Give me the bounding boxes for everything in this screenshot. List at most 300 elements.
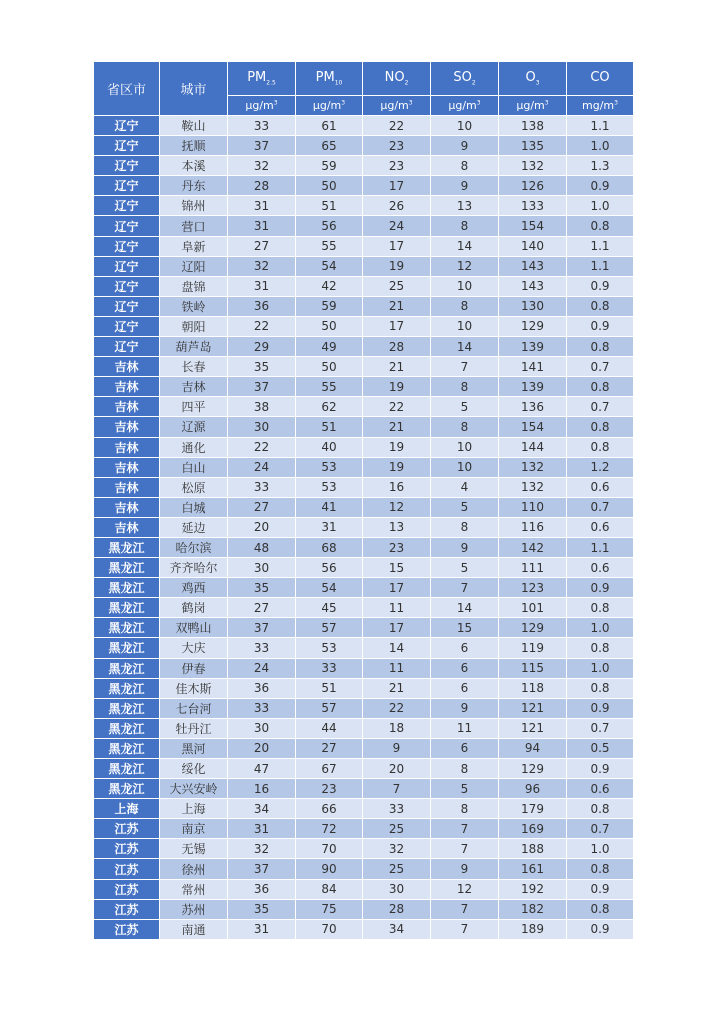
province-cell: 辽宁 — [94, 136, 160, 156]
pm25-cell: 38 — [228, 397, 296, 417]
city-cell: 哈尔滨 — [160, 537, 228, 557]
co-cell: 0.8 — [567, 437, 634, 457]
no2-cell: 34 — [363, 919, 431, 939]
pm10-cell: 53 — [296, 638, 363, 658]
co-cell: 0.9 — [567, 276, 634, 296]
co-cell: 1.1 — [567, 236, 634, 256]
o3-cell: 142 — [499, 537, 567, 557]
so2-cell: 5 — [431, 497, 499, 517]
province-cell: 黑龙江 — [94, 779, 160, 799]
so2-cell: 6 — [431, 738, 499, 758]
pm25-cell: 33 — [228, 477, 296, 497]
o3-cell: 189 — [499, 919, 567, 939]
province-cell: 辽宁 — [94, 236, 160, 256]
city-cell: 上海 — [160, 799, 228, 819]
table-row — [94, 678, 634, 698]
province-cell: 黑龙江 — [94, 558, 160, 578]
no2-cell: 19 — [363, 377, 431, 397]
table-row — [94, 337, 634, 357]
pm25-cell: 47 — [228, 759, 296, 779]
city-cell: 齐齐哈尔 — [160, 558, 228, 578]
pm10-cell: 51 — [296, 417, 363, 437]
city-cell: 绥化 — [160, 759, 228, 779]
table-row — [94, 457, 634, 477]
province-cell: 辽宁 — [94, 276, 160, 296]
city-cell: 阜新 — [160, 236, 228, 256]
pm10-cell: 50 — [296, 316, 363, 336]
city-cell: 黑河 — [160, 738, 228, 758]
so2-cell: 6 — [431, 678, 499, 698]
table-row — [94, 799, 634, 819]
pm10-cell: 53 — [296, 477, 363, 497]
o3-cell: 141 — [499, 357, 567, 377]
table-row — [94, 779, 634, 799]
o3-cell: 130 — [499, 296, 567, 316]
o3-cell: 182 — [499, 899, 567, 919]
so2-cell: 7 — [431, 839, 499, 859]
so2-cell: 4 — [431, 477, 499, 497]
no2-cell: 19 — [363, 437, 431, 457]
o3-cell: 132 — [499, 477, 567, 497]
pm25-cell: 36 — [228, 296, 296, 316]
table-row — [94, 819, 634, 839]
so2-cell: 5 — [431, 558, 499, 578]
table-row — [94, 578, 634, 598]
city-cell: 大兴安岭 — [160, 779, 228, 799]
co-cell: 0.6 — [567, 779, 634, 799]
province-cell: 江苏 — [94, 919, 160, 939]
o3-cell: 132 — [499, 457, 567, 477]
no2-cell: 17 — [363, 176, 431, 196]
province-cell: 辽宁 — [94, 156, 160, 176]
no2-cell: 25 — [363, 276, 431, 296]
province-cell: 黑龙江 — [94, 678, 160, 698]
city-cell: 盘锦 — [160, 276, 228, 296]
pm25-cell: 20 — [228, 517, 296, 537]
o3-cell: 139 — [499, 377, 567, 397]
so2-cell: 12 — [431, 256, 499, 276]
table-row — [94, 176, 634, 196]
no2-cell: 9 — [363, 738, 431, 758]
pm25-cell: 48 — [228, 537, 296, 557]
pm25-cell: 16 — [228, 779, 296, 799]
pm10-cell: 50 — [296, 357, 363, 377]
co-cell: 1.0 — [567, 658, 634, 678]
city-cell: 营口 — [160, 216, 228, 236]
so2-cell: 7 — [431, 919, 499, 939]
pm25-cell: 32 — [228, 256, 296, 276]
no2-cell: 28 — [363, 337, 431, 357]
o3-cell: 154 — [499, 417, 567, 437]
province-column-header: 省区市 — [94, 62, 160, 116]
table-row — [94, 718, 634, 738]
table-row — [94, 859, 634, 879]
air-quality-table — [93, 61, 634, 940]
province-cell: 黑龙江 — [94, 658, 160, 678]
co-cell: 0.9 — [567, 879, 634, 899]
pm10-cell: 51 — [296, 196, 363, 216]
city-cell: 七台河 — [160, 698, 228, 718]
table-row — [94, 658, 634, 678]
province-cell: 吉林 — [94, 397, 160, 417]
pm10-cell: 75 — [296, 899, 363, 919]
province-cell: 辽宁 — [94, 316, 160, 336]
city-cell: 无锡 — [160, 839, 228, 859]
o3-cell: 126 — [499, 176, 567, 196]
co-cell: 1.2 — [567, 457, 634, 477]
city-cell: 白山 — [160, 457, 228, 477]
province-cell: 上海 — [94, 799, 160, 819]
o3-cell: 133 — [499, 196, 567, 216]
city-cell: 大庆 — [160, 638, 228, 658]
co-cell: 1.3 — [567, 156, 634, 176]
o3-cell: 129 — [499, 316, 567, 336]
pm25-cell: 35 — [228, 357, 296, 377]
province-cell: 黑龙江 — [94, 759, 160, 779]
province-cell: 吉林 — [94, 357, 160, 377]
pm25-cell: 31 — [228, 919, 296, 939]
o3-cell: 94 — [499, 738, 567, 758]
co-cell: 0.9 — [567, 698, 634, 718]
pm25-cell: 22 — [228, 316, 296, 336]
pm25-cell: 31 — [228, 819, 296, 839]
so2-cell: 5 — [431, 779, 499, 799]
co-cell: 0.8 — [567, 417, 634, 437]
co-cell: 0.8 — [567, 799, 634, 819]
o3-cell: 179 — [499, 799, 567, 819]
co-cell: 1.0 — [567, 839, 634, 859]
table-row — [94, 738, 634, 758]
table-row — [94, 236, 634, 256]
pm25-cell: 31 — [228, 196, 296, 216]
no2-cell: 23 — [363, 136, 431, 156]
no2-cell: 23 — [363, 156, 431, 176]
so2-cell: 14 — [431, 598, 499, 618]
pm25-cell: 22 — [228, 437, 296, 457]
co-cell: 0.8 — [567, 598, 634, 618]
table-row — [94, 316, 634, 336]
table-row — [94, 156, 634, 176]
pm25-cell: 36 — [228, 678, 296, 698]
pm10-cell: 59 — [296, 296, 363, 316]
city-column-header: 城市 — [160, 62, 228, 116]
province-cell: 江苏 — [94, 879, 160, 899]
o3-cell: 154 — [499, 216, 567, 236]
province-cell: 吉林 — [94, 477, 160, 497]
co-column-header: CO — [567, 62, 634, 96]
province-cell: 黑龙江 — [94, 638, 160, 658]
city-cell: 长春 — [160, 357, 228, 377]
so2-cell: 9 — [431, 537, 499, 557]
o3-cell: 143 — [499, 276, 567, 296]
city-cell: 松原 — [160, 477, 228, 497]
so2-cell: 8 — [431, 377, 499, 397]
province-cell: 辽宁 — [94, 216, 160, 236]
so2-cell: 15 — [431, 618, 499, 638]
no2-cell: 33 — [363, 799, 431, 819]
o3-cell: 116 — [499, 517, 567, 537]
no2-cell: 24 — [363, 216, 431, 236]
city-cell: 抚顺 — [160, 136, 228, 156]
city-cell: 伊春 — [160, 658, 228, 678]
o3-cell: 121 — [499, 698, 567, 718]
so2-cell: 7 — [431, 899, 499, 919]
so2-cell: 8 — [431, 517, 499, 537]
so2-cell: 9 — [431, 698, 499, 718]
so2-cell: 10 — [431, 457, 499, 477]
o3-cell: 111 — [499, 558, 567, 578]
pm10-cell: 84 — [296, 879, 363, 899]
province-cell: 黑龙江 — [94, 698, 160, 718]
co-cell: 0.8 — [567, 377, 634, 397]
table-row — [94, 899, 634, 919]
table-row — [94, 517, 634, 537]
o3-unit: $\mu g/m^3$ — [499, 96, 567, 116]
o3-cell: 115 — [499, 658, 567, 678]
o3-cell: 136 — [499, 397, 567, 417]
o3-cell: 144 — [499, 437, 567, 457]
province-cell: 辽宁 — [94, 196, 160, 216]
pm25-cell: 30 — [228, 417, 296, 437]
no2-cell: 21 — [363, 357, 431, 377]
pm10-cell: 90 — [296, 859, 363, 879]
co-cell: 1.0 — [567, 618, 634, 638]
co-cell: 0.7 — [567, 819, 634, 839]
so2-cell: 8 — [431, 296, 499, 316]
table-row — [94, 196, 634, 216]
o3-cell: 143 — [499, 256, 567, 276]
co-cell: 0.5 — [567, 738, 634, 758]
table-row — [94, 216, 634, 236]
co-cell: 1.0 — [567, 136, 634, 156]
pm10-cell: 56 — [296, 216, 363, 236]
no2-cell: 17 — [363, 236, 431, 256]
table-row — [94, 276, 634, 296]
no2-column-header: $NO_2$ — [363, 62, 431, 96]
co-cell: 0.7 — [567, 718, 634, 738]
no2-cell: 12 — [363, 497, 431, 517]
city-cell: 辽源 — [160, 417, 228, 437]
pm25-cell: 20 — [228, 738, 296, 758]
so2-cell: 14 — [431, 236, 499, 256]
pm10-cell: 53 — [296, 457, 363, 477]
city-cell: 铁岭 — [160, 296, 228, 316]
pm10-cell: 70 — [296, 839, 363, 859]
pm10-cell: 45 — [296, 598, 363, 618]
table-row — [94, 598, 634, 618]
so2-cell: 5 — [431, 397, 499, 417]
province-cell: 江苏 — [94, 899, 160, 919]
pm25-cell: 37 — [228, 136, 296, 156]
table-row — [94, 618, 634, 638]
table-row — [94, 638, 634, 658]
pm10-cell: 54 — [296, 578, 363, 598]
province-cell: 辽宁 — [94, 296, 160, 316]
no2-cell: 14 — [363, 638, 431, 658]
table-header — [94, 62, 634, 116]
no2-cell: 30 — [363, 879, 431, 899]
pm25-cell: 29 — [228, 337, 296, 357]
no2-cell: 7 — [363, 779, 431, 799]
pm10-cell: 59 — [296, 156, 363, 176]
no2-cell: 18 — [363, 718, 431, 738]
province-cell: 吉林 — [94, 457, 160, 477]
co-cell: 0.6 — [567, 517, 634, 537]
no2-cell: 32 — [363, 839, 431, 859]
co-cell: 0.8 — [567, 216, 634, 236]
so2-cell: 9 — [431, 176, 499, 196]
province-cell: 黑龙江 — [94, 578, 160, 598]
no2-cell: 22 — [363, 397, 431, 417]
no2-cell: 19 — [363, 256, 431, 276]
province-cell: 黑龙江 — [94, 537, 160, 557]
so2-cell: 6 — [431, 658, 499, 678]
no2-cell: 22 — [363, 698, 431, 718]
o3-cell: 121 — [499, 718, 567, 738]
table-row — [94, 919, 634, 939]
table-row — [94, 698, 634, 718]
no2-cell: 25 — [363, 819, 431, 839]
so2-cell: 10 — [431, 276, 499, 296]
co-cell: 0.8 — [567, 678, 634, 698]
province-cell: 吉林 — [94, 517, 160, 537]
pm25-cell: 33 — [228, 116, 296, 136]
pm25-cell: 36 — [228, 879, 296, 899]
pm10-cell: 57 — [296, 618, 363, 638]
so2-cell: 6 — [431, 638, 499, 658]
table-row — [94, 537, 634, 557]
no2-cell: 22 — [363, 116, 431, 136]
o3-cell: 132 — [499, 156, 567, 176]
o3-cell: 169 — [499, 819, 567, 839]
city-cell: 常州 — [160, 879, 228, 899]
table-row — [94, 759, 634, 779]
pm10-cell: 57 — [296, 698, 363, 718]
no2-cell: 11 — [363, 658, 431, 678]
o3-cell: 192 — [499, 879, 567, 899]
o3-cell: 101 — [499, 598, 567, 618]
city-cell: 南京 — [160, 819, 228, 839]
pm25-cell: 30 — [228, 558, 296, 578]
city-cell: 鞍山 — [160, 116, 228, 136]
pm25-cell: 24 — [228, 457, 296, 477]
table-row — [94, 497, 634, 517]
table-row — [94, 256, 634, 276]
pm10-cell: 41 — [296, 497, 363, 517]
co-cell: 0.9 — [567, 176, 634, 196]
pm10-unit: $\mu g/m^3$ — [296, 96, 363, 116]
pm10-cell: 44 — [296, 718, 363, 738]
so2-cell: 11 — [431, 718, 499, 738]
city-cell: 通化 — [160, 437, 228, 457]
city-cell: 四平 — [160, 397, 228, 417]
pm10-cell: 33 — [296, 658, 363, 678]
pm25-cell: 37 — [228, 859, 296, 879]
province-cell: 江苏 — [94, 859, 160, 879]
city-cell: 白城 — [160, 497, 228, 517]
city-cell: 葫芦岛 — [160, 337, 228, 357]
pm25-cell: 33 — [228, 638, 296, 658]
so2-cell: 8 — [431, 216, 499, 236]
co-cell: 0.8 — [567, 859, 634, 879]
province-cell: 辽宁 — [94, 116, 160, 136]
co-cell: 1.0 — [567, 196, 634, 216]
co-cell: 1.1 — [567, 256, 634, 276]
table-row — [94, 417, 634, 437]
no2-cell: 11 — [363, 598, 431, 618]
no2-cell: 15 — [363, 558, 431, 578]
city-cell: 本溪 — [160, 156, 228, 176]
co-cell: 0.9 — [567, 316, 634, 336]
table-row — [94, 136, 634, 156]
province-cell: 黑龙江 — [94, 598, 160, 618]
table-row — [94, 116, 634, 136]
city-cell: 徐州 — [160, 859, 228, 879]
so2-cell: 12 — [431, 879, 499, 899]
pm25-cell: 33 — [228, 698, 296, 718]
no2-cell: 19 — [363, 457, 431, 477]
co-cell: 0.7 — [567, 397, 634, 417]
co-cell: 0.8 — [567, 296, 634, 316]
pm10-cell: 55 — [296, 236, 363, 256]
pm25-cell: 27 — [228, 236, 296, 256]
o3-cell: 139 — [499, 337, 567, 357]
no2-cell: 21 — [363, 417, 431, 437]
no2-cell: 17 — [363, 618, 431, 638]
so2-cell: 10 — [431, 116, 499, 136]
o3-cell: 129 — [499, 618, 567, 638]
o3-cell: 129 — [499, 759, 567, 779]
co-cell: 0.6 — [567, 477, 634, 497]
no2-cell: 21 — [363, 678, 431, 698]
no2-unit: $\mu g/m^3$ — [363, 96, 431, 116]
city-cell: 牡丹江 — [160, 718, 228, 738]
province-cell: 江苏 — [94, 819, 160, 839]
table-row — [94, 377, 634, 397]
pm10-cell: 55 — [296, 377, 363, 397]
table-row — [94, 437, 634, 457]
pm10-cell: 72 — [296, 819, 363, 839]
pm25-column-header: $PM_{2.5}$ — [228, 62, 296, 96]
pm25-cell: 27 — [228, 598, 296, 618]
city-cell: 辽阳 — [160, 256, 228, 276]
so2-cell: 7 — [431, 578, 499, 598]
pm25-cell: 35 — [228, 578, 296, 598]
so2-unit: $\mu g/m^3$ — [431, 96, 499, 116]
city-cell: 佳木斯 — [160, 678, 228, 698]
pm10-cell: 49 — [296, 337, 363, 357]
province-cell: 黑龙江 — [94, 738, 160, 758]
province-cell: 吉林 — [94, 437, 160, 457]
pm10-cell: 40 — [296, 437, 363, 457]
co-cell: 0.8 — [567, 337, 634, 357]
pm25-cell: 37 — [228, 618, 296, 638]
province-cell: 辽宁 — [94, 337, 160, 357]
city-cell: 朝阳 — [160, 316, 228, 336]
province-cell: 吉林 — [94, 377, 160, 397]
city-cell: 南通 — [160, 919, 228, 939]
o3-cell: 188 — [499, 839, 567, 859]
table-row — [94, 558, 634, 578]
province-cell: 辽宁 — [94, 176, 160, 196]
co-cell: 0.9 — [567, 578, 634, 598]
so2-cell: 9 — [431, 136, 499, 156]
city-cell: 锦州 — [160, 196, 228, 216]
pm10-cell: 50 — [296, 176, 363, 196]
o3-cell: 118 — [499, 678, 567, 698]
o3-cell: 96 — [499, 779, 567, 799]
city-cell: 鸡西 — [160, 578, 228, 598]
